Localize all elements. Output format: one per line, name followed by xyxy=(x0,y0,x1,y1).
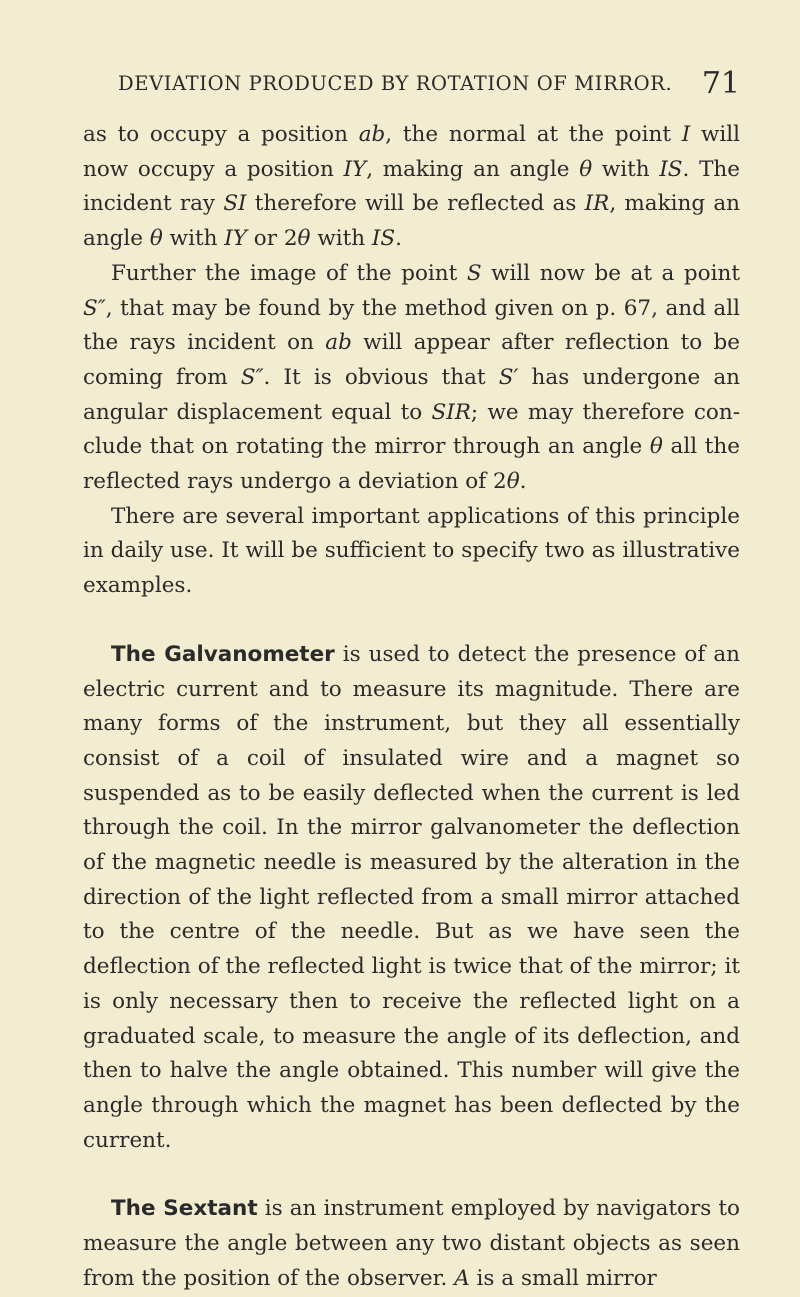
italic-symbol: θ xyxy=(579,156,593,182)
italic-symbol: θ xyxy=(297,226,311,252)
italic-symbol: S xyxy=(466,260,482,286)
running-head: DEVIATION PRODUCED BY ROTATION OF MIRROR. xyxy=(118,72,673,95)
text-run: therefore will be reflected as xyxy=(246,191,585,217)
italic-symbol: SIR xyxy=(431,399,471,425)
italic-symbol: θ xyxy=(649,434,663,460)
text-run: Further the image of the point xyxy=(111,260,467,286)
italic-symbol: A xyxy=(454,1265,470,1291)
text-run: . It is obvious that xyxy=(263,364,499,390)
page-header xyxy=(118,66,740,112)
body-text xyxy=(83,118,740,1297)
page-number: 71 xyxy=(701,66,740,101)
italic-symbol: S′ xyxy=(498,364,519,390)
italic-symbol: S″ xyxy=(240,364,264,390)
text-run: ; we may therefore conclude that on rotating the mirror through an angle xyxy=(83,399,740,460)
italic-symbol: IS xyxy=(371,226,396,252)
italic-symbol: θ xyxy=(149,226,163,252)
text-run: , that may be found by the method given on p. 67, and all the rays incident on xyxy=(83,295,740,356)
italic-symbol: IY xyxy=(224,226,247,252)
text-run: all the reflected rays undergo a deviation of 2 xyxy=(83,434,740,495)
text-run: , making an angle xyxy=(83,191,740,252)
italic-symbol: IR xyxy=(584,191,610,217)
text-run: will appear after reflection to be coming from xyxy=(83,330,740,390)
text-run: will now occupy a position xyxy=(83,122,740,182)
text-run: is a small mirror xyxy=(469,1265,657,1291)
text-run: . xyxy=(519,469,527,495)
text-run: . xyxy=(395,226,402,252)
text-run: with xyxy=(162,226,225,252)
run-in-heading: The Galvanometer xyxy=(111,641,335,667)
paragraph-sextant xyxy=(83,1192,740,1296)
text-run: with xyxy=(592,156,660,182)
text-run: or 2 xyxy=(246,226,298,252)
italic-symbol: ab xyxy=(325,330,352,356)
text-run: as to occupy a position xyxy=(83,122,359,147)
italic-symbol: SI xyxy=(223,191,247,217)
italic-symbol: I xyxy=(681,122,691,147)
italic-symbol: IY xyxy=(343,156,367,182)
italic-symbol: ab xyxy=(358,122,386,147)
run-in-heading: The Sextant xyxy=(111,1196,258,1222)
paragraph-applications xyxy=(83,500,740,604)
text-run: , making an angle xyxy=(366,156,580,182)
paragraph-continuation xyxy=(83,118,740,257)
italic-symbol: IS xyxy=(659,156,683,182)
text-run: has undergone an angular displacement equal to xyxy=(83,364,741,425)
text-run: will now be at a point xyxy=(481,260,740,286)
text-run: with xyxy=(310,226,372,252)
text-run: is used to detect the presence of an electric current and to measure its magnitude. There are many forms of the instrument, but they all essentially consist of a coil of insulated wire and a magnet so suspended as to be easily deflected when the current is led through the coil. In the mirror galvanometer the deflection of the magnetic needle is measured by the alteration in the direction of the light reflected from a small mirror attached to the centre of the needle. But as we have seen the deflection of the reflected light is twice that of the mirror; it is only necessary then to receive the reflected light on a graduated scale, to measure the angle of its deflection, and then to halve the angle obtained. This number will give the angle through which the magnet has been deflected by the current. xyxy=(83,641,740,1153)
italic-symbol: θ xyxy=(506,469,520,495)
paragraph-image-point xyxy=(83,257,740,500)
paragraph-galvanometer xyxy=(83,638,740,1159)
text-run: , the normal at the point xyxy=(385,122,682,147)
text-run: There are several important applications of this principle in daily use. It will be sufficient to specify two as illustrative examples. xyxy=(83,503,740,599)
italic-symbol: S″ xyxy=(83,295,106,321)
text-run: is an instrument employed by navigators to measure the angle between any two distant objects as seen from the position of the observer. xyxy=(83,1196,740,1291)
text-run: . The incident ray xyxy=(83,156,740,217)
